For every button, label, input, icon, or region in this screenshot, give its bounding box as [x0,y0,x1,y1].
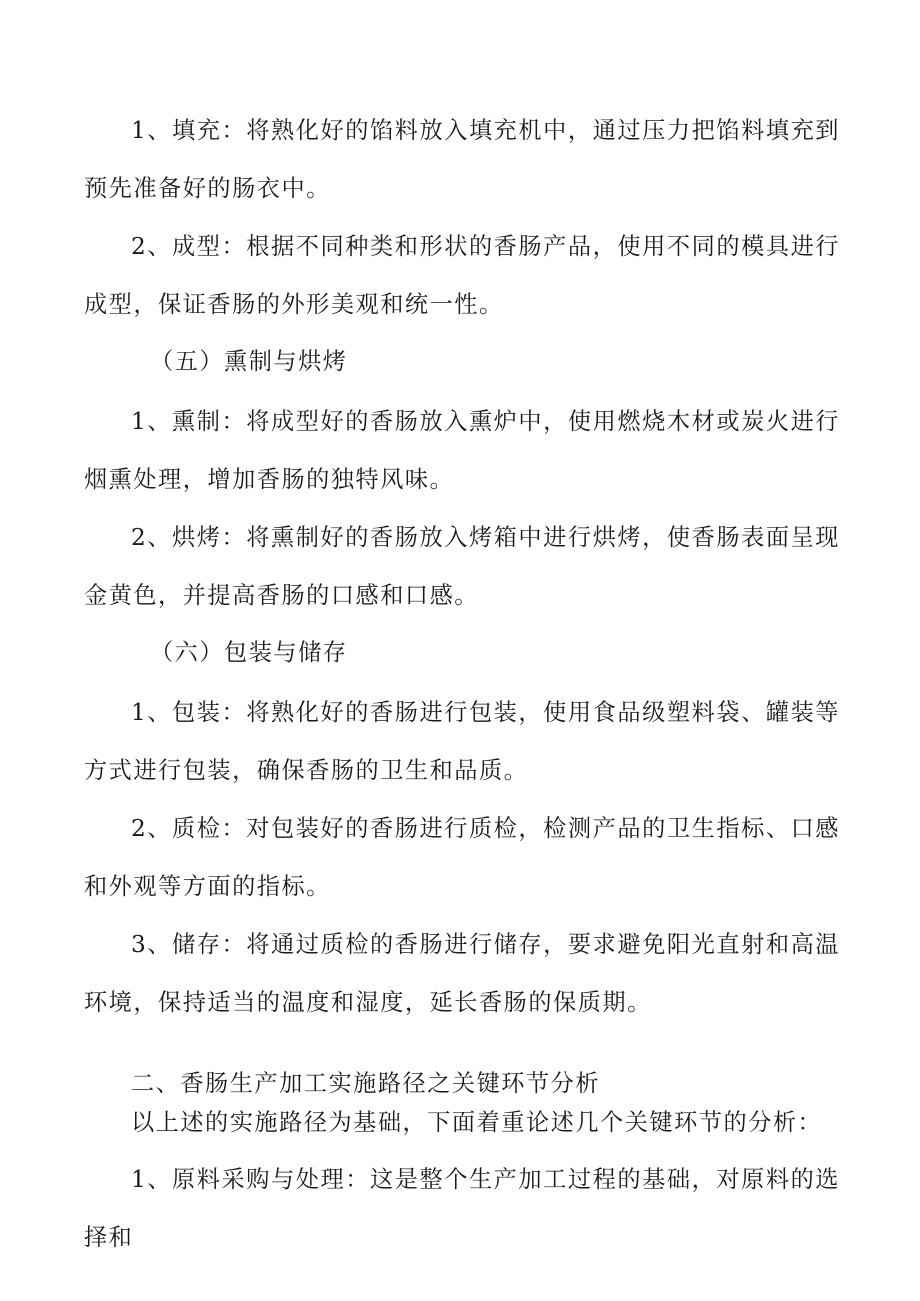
paragraph-inspection: 2、质检：对包装好的香肠进行质检，检测产品的卫生指标、口感和外观等方面的指标。 [84,815,840,900]
paragraph-packaging: 1、包装：将熟化好的香肠进行包装，使用食品级塑料袋、罐装等方式进行包装，确保香肠的卫生和品质。 [84,699,840,784]
paragraph-shaping: 2、成型：根据不同种类和形状的香肠产品，使用不同的模具进行成型，保证香肠的外形美观和统一性。 [84,233,840,318]
paragraph-raw-material: 1、原料采购与处理：这是整个生产加工过程的基础，对原料的选择和 [84,1166,840,1251]
paragraph-storage: 3、储存：将通过质检的香肠进行储存，要求避免阳光直射和高温环境，保持适当的温度和湿度，延长香肠的保质期。 [84,931,840,1016]
paragraph-filling: 1、填充：将熟化好的馅料放入填充机中，通过压力把馅料填充到预先准备好的肠衣中。 [84,117,840,202]
heading-smoking-baking: （五）熏制与烘烤 [150,348,348,375]
paragraph-baking: 2、烘烤：将熏制好的香肠放入烤箱中进行烘烤，使香肠表面呈现金黄色，并提高香肠的口感和口感。 [84,524,840,609]
section-two-title: 二、香肠生产加工实施路径之关键环节分析 [131,1070,601,1097]
paragraph-smoking: 1、熏制：将成型好的香肠放入熏炉中，使用燃烧木材或炭火进行烟熏处理，增加香肠的独特风味。 [84,408,840,493]
section-two-intro: 以上述的实施路径为基础，下面着重论述几个关键环节的分析： [131,1109,823,1136]
heading-packaging-storage: （六）包装与储存 [150,639,348,666]
